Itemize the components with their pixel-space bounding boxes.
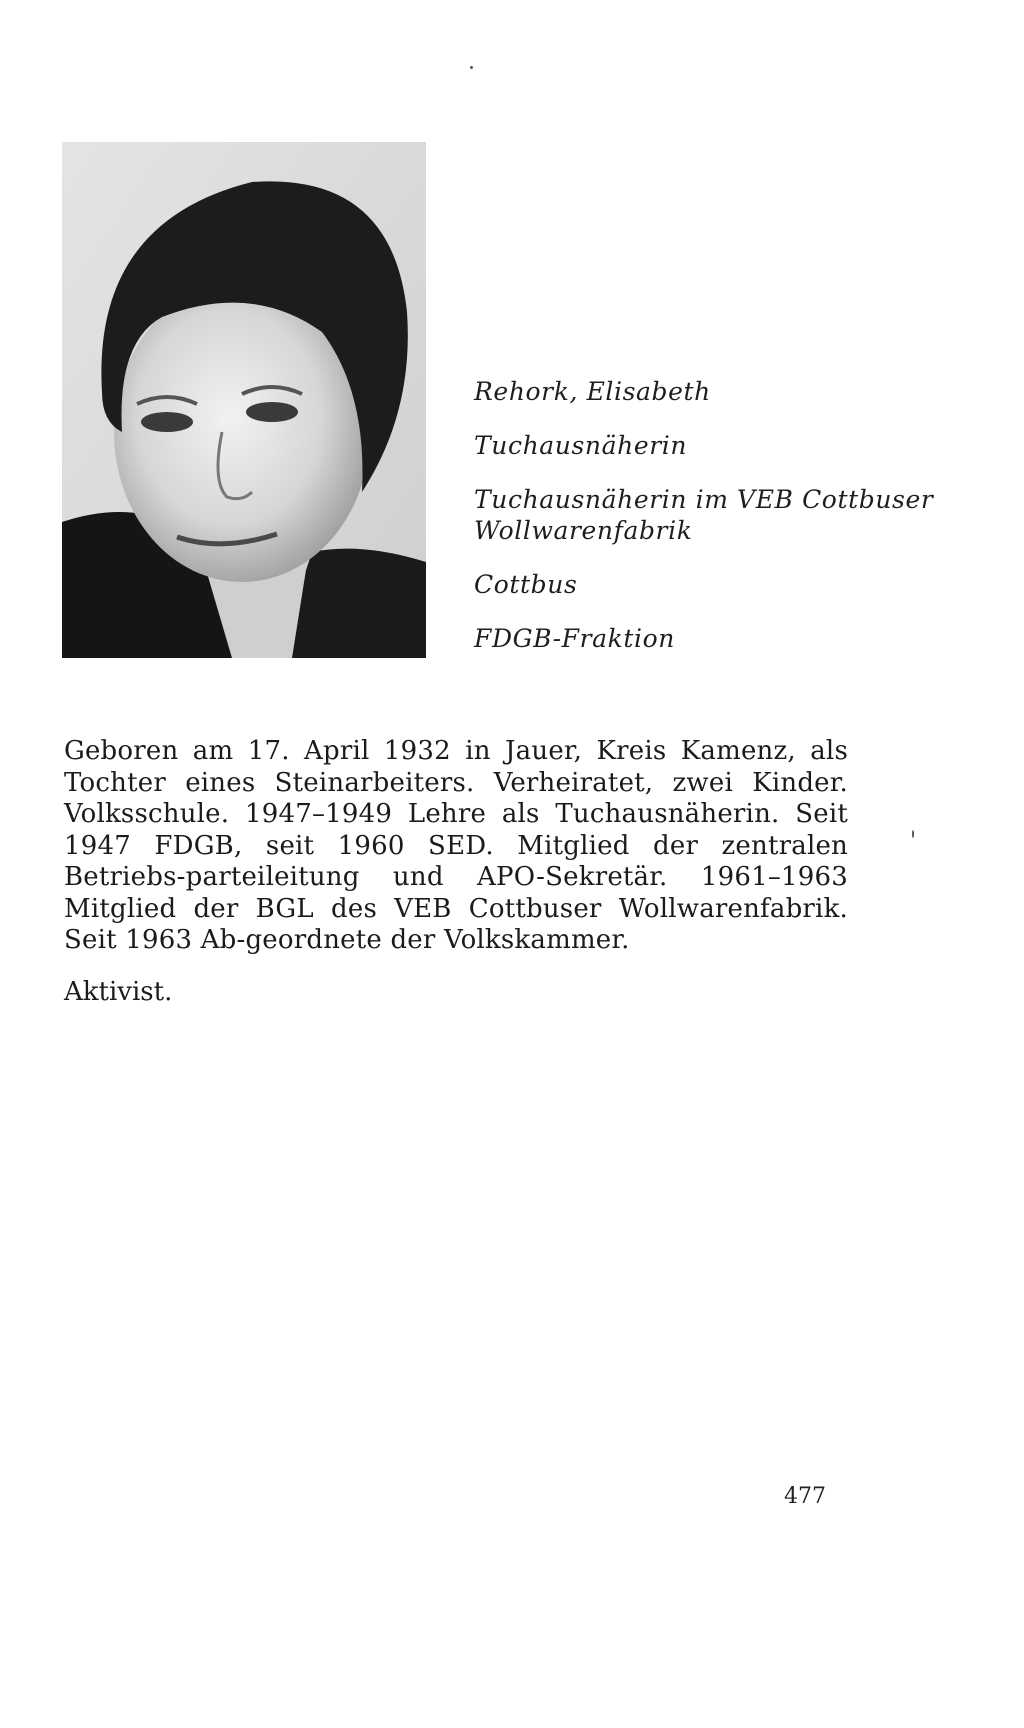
print-speck xyxy=(912,830,914,838)
entry-details xyxy=(474,376,934,677)
position: Tuchausnäherin im VEB Cottbuser Wollwarenfabrik xyxy=(474,484,934,546)
profession: Tuchausnäherin xyxy=(474,430,688,460)
city: Cottbus xyxy=(474,570,578,599)
portrait-illustration xyxy=(62,142,426,658)
person-name: Rehork, Elisabeth xyxy=(474,377,711,406)
page-number: 477 xyxy=(784,1484,826,1509)
portrait-photo xyxy=(62,142,426,658)
print-speck xyxy=(470,66,473,69)
faction: FDGB-Fraktion xyxy=(474,623,675,653)
distinction-note: Aktivist. xyxy=(64,977,173,1007)
biography-paragraph: Geboren am 17. April 1932 in Jauer, Kreis Kamenz, als Tochter eines Steinarbeiters. Verheiratet, zwei Kinder. Volksschule. 1947–1949 Lehre als Tuchausnäherin. Seit 1947 FDGB, seit 1960 SED. Mitglied der zentralen Betriebs-parteileitung und APO-Sekretär. 1961–1963 Mitglied der BGL des VEB Cottbuser Wollwarenfabrik. Seit 1963 Ab-geordnete der Volkskammer. xyxy=(64,736,848,955)
